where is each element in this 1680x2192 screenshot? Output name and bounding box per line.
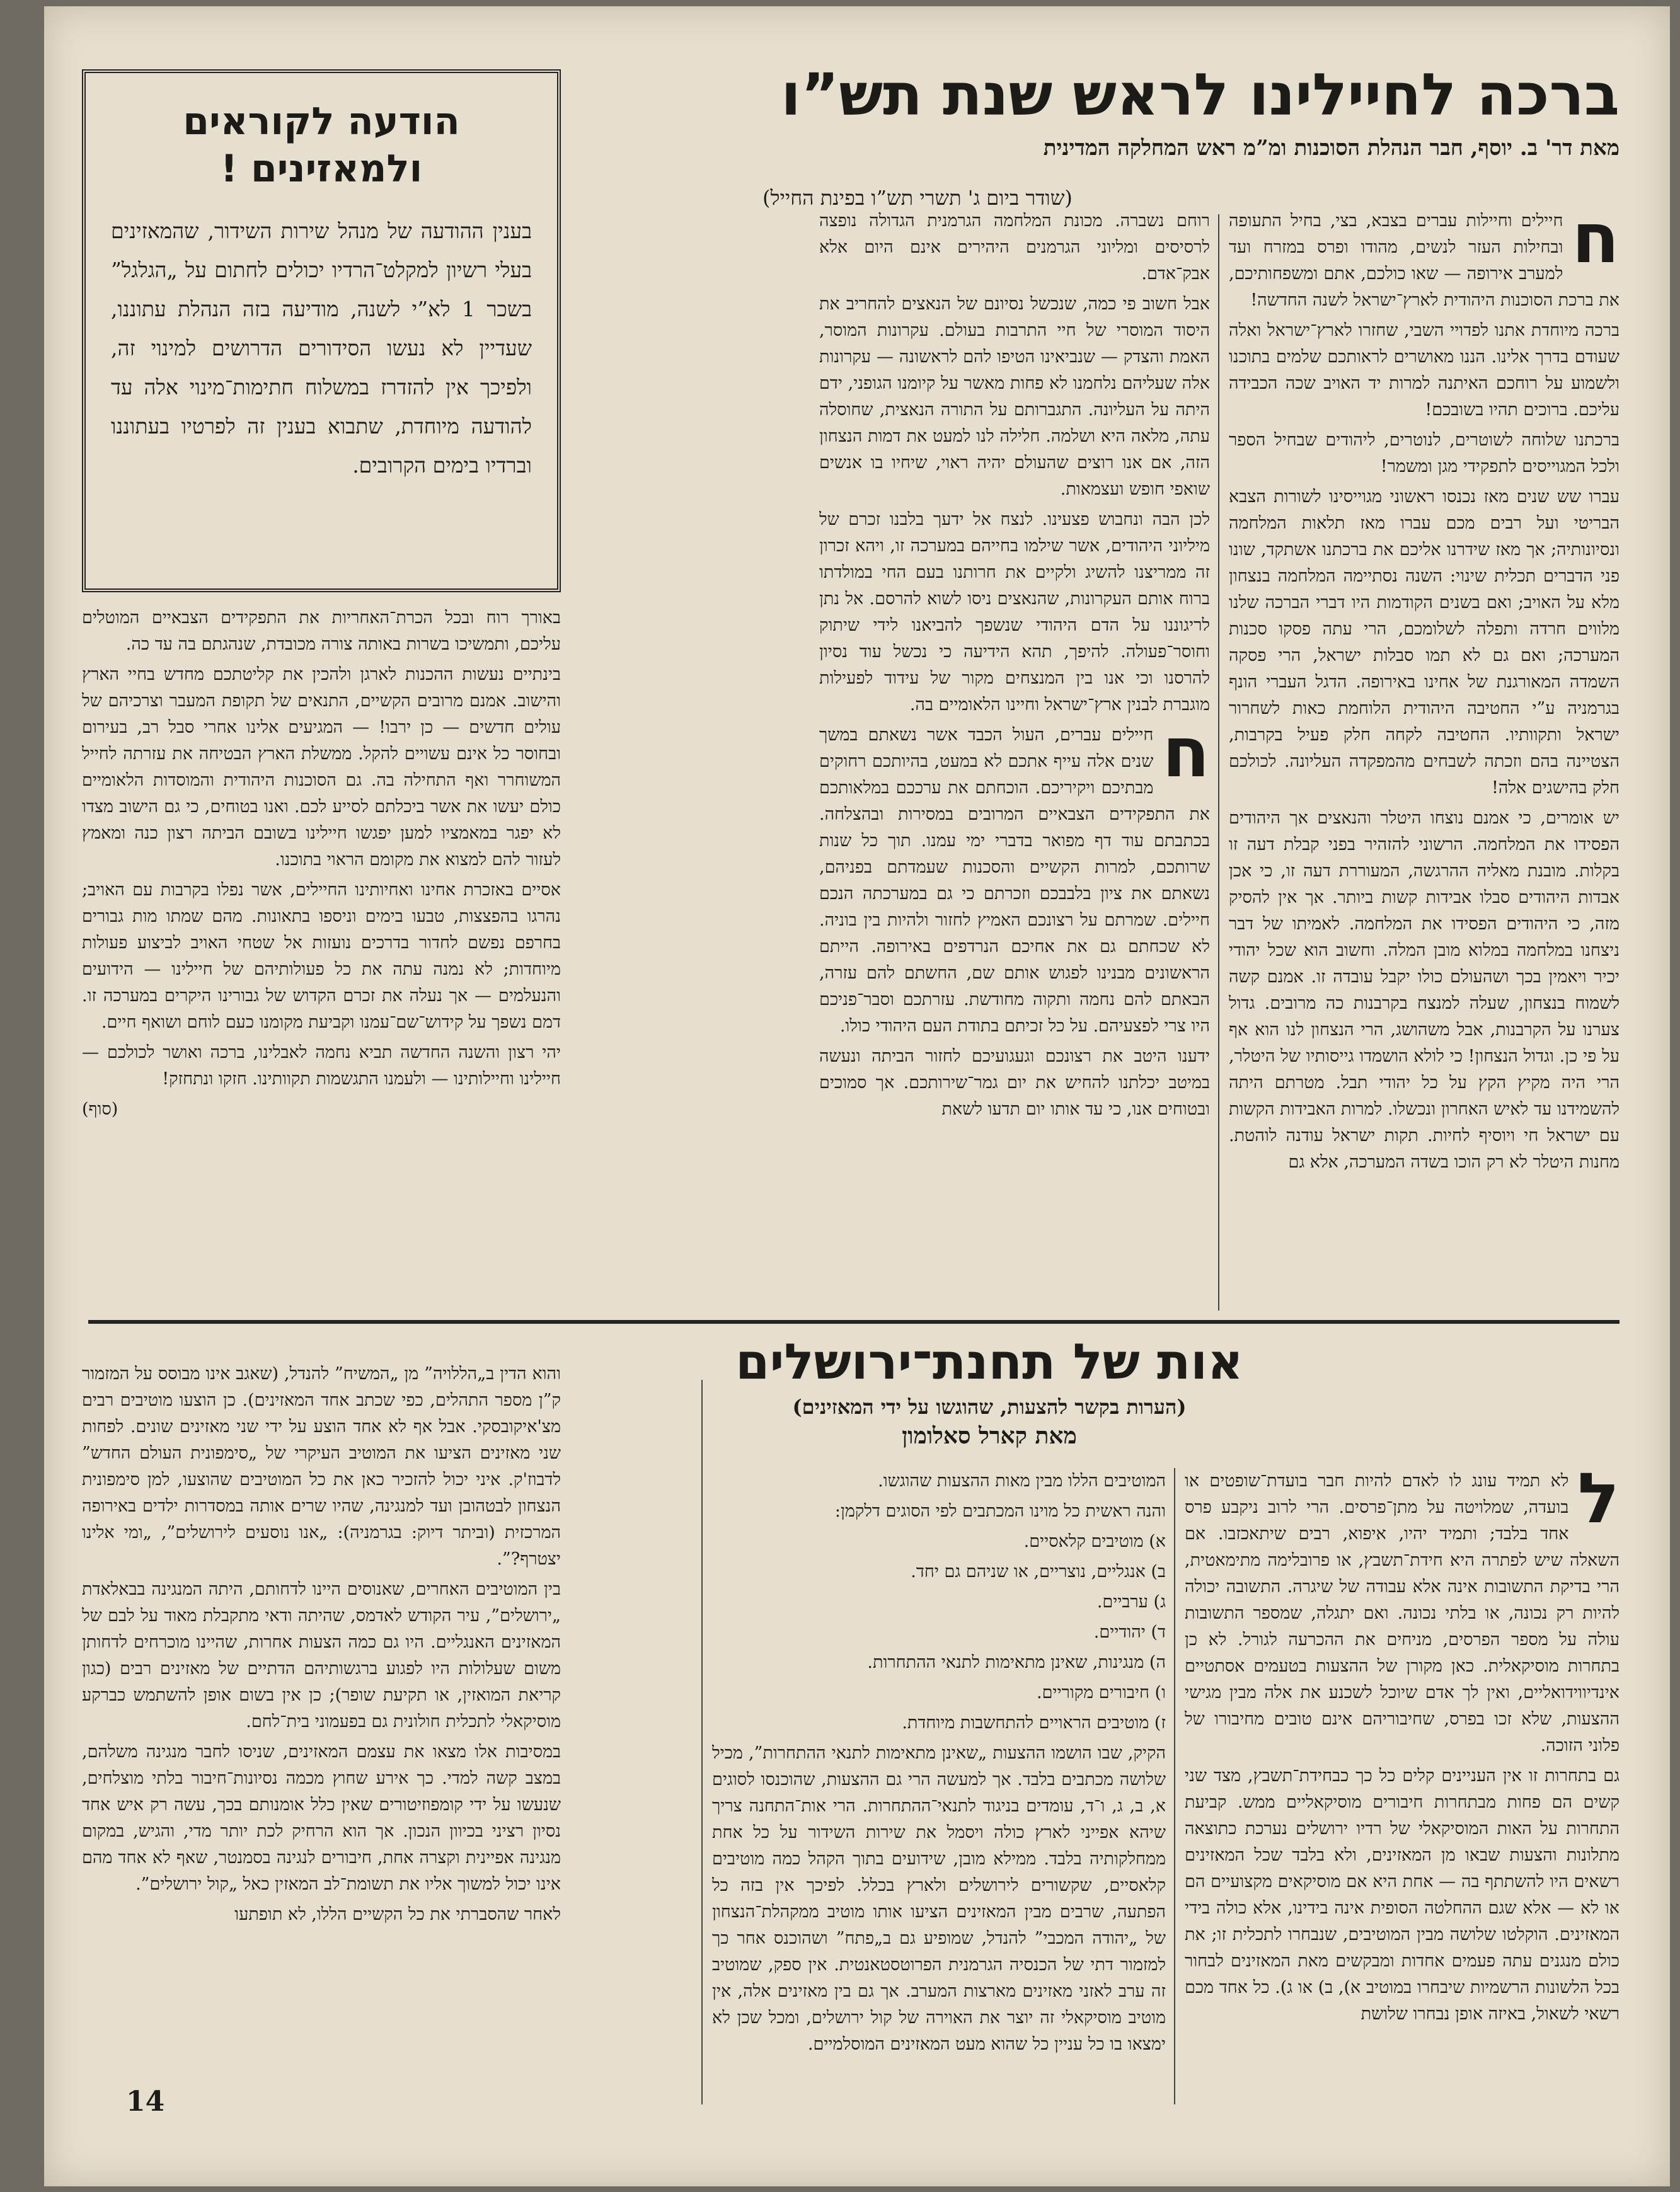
article1-title: ברכה לחיילינו לראש שנת תש”ו — [781, 61, 1620, 129]
list-item: ב) אנגליים, נוצריים, או שניהם גם יחד. — [911, 1562, 1166, 1581]
paragraph: ברכה מיוחדת אתנו לפדויי השבי, שחזרו לארץ־ישראל ואלה שעודם בדרך אלינו. הננו מאושרים לראותכם שלמים בתוכנו ולשמוע על רוחכם האיתנה למרות יד האויב שכה הכבידה עליכם. ברוכים תהיו בשובכם! — [1229, 321, 1620, 420]
column-divider — [1218, 214, 1219, 1311]
paragraph — [819, 712, 1210, 1040]
paragraph: לא תמיד עונג לו לאדם להיות חבר בועדת־שופטים או בועדה, שמלויטה על מתן־פרסים. הרי לרוב ניקבע פרס אחד בלבד; ותמיד יהיו, איפוא, רבים שיתאכזבו. אם השאלה שיש לפתרה היא חידת־תשבץ, או פרובלימה מתימאטית, הרי בדיקת התשובות אינה אלא עבודה של שיגרה. התשובה יכולה להיות רק נכונה, או בלתי נכונה. ואם יתגלה, שמספר התשובות עולה על מספר הפרסים, מניחים את ההכרעה לגורל. לא כן בתחרות מוסיקאלית. כאן מקורן של ההצעות בטעמים אסתטיים אינדיווידואליים, ואין לך אדם שיוכל לשכנע את אלה מבין מגישי ההצעות, שלא זכו בפרס, שחיבוריהם אינם טובים מחיבורו של פלוני הזוכה. — [1185, 1471, 1620, 1755]
paragraph: אסיים באזכרת אחינו ואחיותינו החיילים, אשר נפלו בקרבות עם האויב; נהרגו בהפצצות, טבעו בימים וניספו בתאונות. מהם שמתו מות גבורים בחרפם נפשם לחדור בדרכים נועזות אל שטחי האויב לביצוע פעולות מיוחדות; לא נמנה עתה את כל פעולותיהם של חיילינו — הידועים והנעלמים — אך נעלה את זכרם הקדוש של גבורינו היקרים במערכה זו. דמם נשפך על קידוש־שם־עמנו וקביעת מקומנו כעם לוחם ושואף חיים. — [82, 880, 561, 1032]
article2-column-2 — [712, 1468, 1166, 2111]
paragraph: בין המוטיבים האחרים, שאנוסים היינו לדחותם, היתה המנגינה בבאלאדת „ירושלים”, עיר הקודש לאדמס, שהיתה ודאי מתקבלת מאוד על לבם של המאזינים האנגליים. היו גם כמה הצעות אחרות, שהיינו מוכרחים לדחותן משום שעלולות היו לפגוע ברגשותיהם הדתיים של מאזינים רבים (כגון קריאת המואזין, או תקיעת שופר); כן אין בשום אופן להשתמש כברקע מוסיקאלי לתכלית חולונית גם בפעמוני בית־לחם. — [82, 1580, 561, 1731]
paragraph: והוא הדין ב„הללויה” מן „המשיח” להנדל, (שאגב אינו מבוסס על המזמור ק”ן מספר התהלים, כפי שכתב אחד המאזינים). כן הוצעו מוטיבים רבים מצ'איקובסקי. אבל אף לא אחד הוצע על ידי שני מאזינים שונים. לפחות שני מאזינים הציעו את המוטיב העיקרי של „סימפונית העולם החדש” לדבוז'ק. איני יכול להזכיר כאן את כל המוטיבים שהוצעו, למן סימפונית הנצחון לבטהובן ועד למנגינה, שהיו שרים אותה במסדרות ילדים באירופה המרכזית (וביתר דיוק: בגרמניה): „אנו נוסעים לירושלים”, „ומי אלינו יצטרף?”. — [82, 1364, 561, 1569]
paragraph: ברכתנו שלוחה לשוטרים, לנוטרים, ליהודים שבחיל הספר ולכל המגוייסים לתפקידי מגן ומשמר! — [1229, 430, 1620, 476]
article2-byline: מאת קארל סאלומון — [902, 1422, 1077, 1449]
paragraph: והנה ראשית כל מוינו המכתבים לפי הסוגים דלקמן: — [834, 1501, 1166, 1521]
article1-column-1 — [1229, 208, 1620, 1317]
drop-cap: ח — [1162, 712, 1210, 793]
paragraph: באורך רוח ובכל הכרת־האחריות את התפקידים הצבאיים המוטלים עליכם, ותמשיכו בשרות באותה צורה מכובדת, שנהגתם בה עד כה. — [82, 608, 561, 654]
paragraph: יהי רצון והשנה החדשה תביא נחמה לאבלינו, ברכה ואושר לכולכם — חיילינו וחיילותינו — ולעמנו התגשמות תקוותינו. חזקו ונתחזק! — [82, 1043, 561, 1089]
drop-cap: ח — [1572, 208, 1620, 278]
list-item: ז) מוטיבים הראויים להתחשבות מיוחדת. — [902, 1713, 1166, 1733]
paragraph: המוטיבים הללו מבין מאות ההצעות שהוגשו. — [878, 1471, 1166, 1491]
paragraph: במסיבות אלו מצאו את עצמם המאזינים, שניסו לחבר מנגינה משלהם, במצב קשה למדי. כך אירע שחוץ מכמה נסיונות־חיבור בלתי מוצלחים, שנעשו על ידי קומפוזיטורים שאין כלל אומנותם בכך, עשה רק איש אחד נסיון רציני בכיוון הנכון. אך הוא הרחיק לכת יותר מדי, והגיש, במקום מנגינה אפיינית וקצרה אחת, חיבורים לנגינה בסמנטר, שאף לא אחד מהם אינו יכול למשוך אליו את תשומת־לב המאזין כאל „קול ירושלים”. — [82, 1742, 561, 1894]
article2-column-1 — [1185, 1468, 1620, 2111]
list-item: ה) מנגינות, שאינן מתאימות לתנאי ההתחרות. — [867, 1653, 1166, 1672]
section-divider — [88, 1320, 1620, 1324]
reader-notice-box — [82, 69, 561, 592]
article1-header — [599, 63, 1620, 210]
paragraph: רוחם נשברה. מכונת המלחמה הגרמנית הגדולה נופצה לרסיסים ומליוני הגרמנים היהירים אינם היום אלא אבק־אדם. — [819, 211, 1210, 284]
article1-end-mark: (סוף) — [82, 1099, 118, 1119]
paragraph: לכן הבה ונחבוש פצעינו. לנצח אל ידעך בלבנו זכרם של מיליוני היהודים, אשר שילמו בחייהם במערכה זו, ויהא זכרון זה ממריצנו להשיג ולקיים את חרותנו בעם החי במולדתו ברוח אותם העקרונות, שהנאצים ניסו לשוא להרסם. אל נתן לריגוננו על הדם היהודי שנשפך להביאנו לידי שיתוק וחוסר־פעולה. להיפך, תהא הידיעה כי נכשל עוד נסיון להרסנו וכי אנו בין המנצחים מקור של עידוד לפעילות מוגברת לבנין ארץ־ישראל וחיינו הלאומיים בה. — [819, 510, 1210, 714]
page-number: 14 — [126, 2086, 165, 2118]
column-divider — [1174, 1468, 1175, 2104]
paragraph: אבל חשוב פי כמה, שנכשל נסיונם של הנאצים להחריב את היסוד המוסרי של חיי התרבות בעולם. עקרונות המוסר, האמת והצדק — שנביאינו הטיפו להם לראשונה — עקרונות אלה שעליהם נלחמנו לא פחות מאשר על קיומנו הגופני, ידם היתה על העליונה. התגברותם על התורה הנאצית, שחוסלה עתה, מלאה היא ושלמה. חלילה לנו למעט את דמות הנצחון הזה, אם אנו רוצים שהעולם יהיה ראוי, שיחיו בו אנשים שואפי חופש ועצמאות. — [819, 294, 1210, 499]
article1-column-2 — [819, 208, 1210, 1317]
article2-subtitle: (הערות בקשר להצעות, שהוגשו על ידי המאזינים) — [792, 1394, 1187, 1419]
paragraph: לאחר שהסברתי את כל הקשיים הללו, לא תופתעו — [234, 1905, 561, 1924]
article2-header — [636, 1336, 1342, 1449]
list-item: ד) יהודיים. — [1093, 1622, 1166, 1642]
paragraph: עברו שש שנים מאז נכנסו ראשוני מגוייסינו לשורות הצבא הבריטי ועל רבים מכם עברו מאז תלאות המלחמה ונסיונותיה; אך מאז שידרנו אליכם את ברכתנו אשתקד, שונו פני הדברים תכלית שינוי: השנה נסתיימה המלחמה בנצחון מלא על האויב; ואם בשנים הקודמות היו דברי הברכה שלנו מלווים חרדה ותפלה לשלומכם, הרי עתה פסקו סכנות המערכה; ואם גם לא תמו סבלות ישראל, הרי פסקה השמדה המאורגנת של אחינו באירופה. הדגל העברי הונף בגרמניה ע”י החטיבה היהודית הלוחמת כאות לשחרור ישראל ותקוותיו. החטיבה לקחה חלק פעיל בקרבות, הצטיינה בהם וזכתה לשבחים מהמפקדה העליונה. לכולכם חלק בהישגים אלה! — [1229, 487, 1620, 798]
article1-byline: מאת דר' ב. יוסף, חבר הנהלת הסוכנות ומ”מ ראש המחלקה המדינית — [1043, 135, 1620, 161]
column-divider — [701, 1380, 703, 2104]
drop-cap: ל — [1577, 1468, 1620, 1539]
article2-title: אות של תחנת־ירושלים — [735, 1334, 1243, 1391]
article1-broadcast-note: (שודר ביום ג' תשרי תש”ו בפינת החייל) — [762, 186, 1073, 210]
paragraph: בינתיים נעשות ההכנות לארגן ולהכין את קליטתכם מחדש בחיי הארץ והישוב. אמנם מרובים הקשיים, התנאים של תקופת המעבר וצרכיהם של עולים חדשים — כן ירבו! — המגיעים אלינו אחרי סבל רב, בעירום ובחוסר כל אינם עשויים להקל. ממשלת הארץ הבטיחה את עזרתה לחייל המשוחרר ואף התחילה בה. גם הסוכנות היהודית והמוסדות הלאומיים כולם יעשו את אשר ביכלתם לסייע לכם. ואנו בטוחים, כי גם הישוב מצדו לא יפגר במאמציו למען יפגשו חיילינו בשובם הביתה רצון כנה ומאמץ לעזור להם למצוא את מקומם הראוי בתוכנו. — [82, 665, 561, 869]
newspaper-page — [44, 6, 1670, 2186]
notice-title: הודעה לקוראים ולמאזינים ! — [183, 100, 460, 191]
notice-body: בענין ההודעה של מנהל שירות השידור, שהמאזינים בעלי רשיון למקלט־הרדיו יכולים לחתום על „הגלגל” בשכר 1 לא”י לשנה, מודיעה בזה הנהלת עתוננו, שעדיין לא נעשו הסידורים הדרושים למינוי זה, ולפיכך אין להזדרז במשלוח חתימות־מינוי אלה עד להודעה מיוחדת, שתבוא בענין זה לפרטיו בעתוננו וברדיו בימים הקרובים. — [111, 219, 532, 478]
article2-column-3 — [82, 1361, 561, 2111]
paragraph-text: חיילים עברים, העול הכבד אשר נשאתם במשך שנים אלה עייף אתכם לא במעט, בהיותכם רחוקים מבתיכם ויקיריכם. הוכחתם את ערככם במלאותכם את התפקידים הצבאיים המרובים במסירות ובהצלחה. בכתבתם עוד דף מפואר בדברי ימי עמנו. תוך כל שנות שרותכם, למרות הקשיים והסכנות שעמדתם בפניהם, נשאתם את ציון בלבבכם וזכרתם כי גם במערכתה הנכם חיילים. שמרתם על רצונכם האמיץ לחזור ולהיות בין בוניה. לא שכחתם גם את אחיכם הנרדפים באירופה. הייתם הראשונים מבנינו לפגוש אותם שם, החשתם להם עזרה, הבאתם להם נחמה ותקוה מחודשת. עזרתכם וסבר־פניכם היו צרי לפצעיהם. על כל זכיתם בתודת העם היהודי כולו. — [819, 725, 1210, 1036]
list-item: א) מוטיבים קלאסיים. — [1023, 1532, 1166, 1551]
paragraph: חיילים וחיילות עברים בצבא, בצי, בחיל התעופה ובחילות העזר לנשים, מהודו ופרס במזרח ועד למערב אירופה — שאו כולכם, אתם ומשפחותיכם, את ברכת הסוכנות היהודית לארץ־ישראל לשנה החדשה! — [1229, 211, 1620, 310]
paragraph: גם בתחרות זו אין העניינים קלים כל כך כבחידת־תשבץ, מצד שני קשים הם פחות מבתחרות חיבורים מוסיקאליים ממש. קביעת התחרות על האות המוסיקאלי של רדיו ירושלים נערכת כתוצאה מתלונות והצעות שבאו מן המאזינים, ולא בלבד שכל המאזינים רשאים היו להשתתף בה — אחת היא אם מוסיקאים מקצועיים הם או לא — אלא שגם ההחלטה הסופית אינה בידינו, אלא כולה בידי המאזינים. הוקלטו שלושה מבין המוטיבים, שנבחרו לתכלית זו; את כולם מנגנים עתה פעמים אחדות ומבקשים מאת המאזינים לבחור בכל הלשונות הרשמיות שיבחרו במוטיב א), ב) או ג). כל אחד מכם רשאי לשאול, באיזה אופן נבחרו שלושת — [1185, 1766, 1620, 2024]
list-item: ו) חיבורים מקוריים. — [1037, 1683, 1166, 1702]
paragraph: הקיק, שבו הושמו ההצעות „שאינן מתאימות לתנאי ההתחרות”, מכיל שלושה מכתבים בלבד. אך למעשה הרי גם ההצעות, שהוכנסו לסוגים א, ב, ג, ו־ד, עומדים בניגוד לתנאי־ההתחרות. הרי אות־התחנה צריך שיהא אפייני לארץ כולה ויסמל את שירות השידור על כל אחת ממחלקותיה בלבד. ממילא מובן, שידועים בתוך הקהל כמה מוטיבים קלאסיים, שקשורים לירושלים ולארץ בכלל. לפיכך אין בזה כל הפתעה, שרבים מבין המאזינים הציעו אותו מוטיב ממקהלת־הנצחון של „יהודה המכבי” להנדל, שמופיע גם ב„פתח” ושהוכנס אחר כך למזמור דתי של הכנסיה הגרמנית הפרוטסטאנטית. אין ספק, שמוטיב זה ערב לאזני מאזינים מארצות המערב. אך גם בין מאזינים אלה, אין מוטיב מוסיקאלי זה יוצר את האוירה של קול ירושלים, ומכל שכן לא ימצאו בו כל עניין כל שהוא מעט המאזינים המוסלמיים. — [712, 1743, 1166, 2054]
paragraph: ידענו היטב את רצונכם וגעגועיכם לחזור הביתה ונעשה במיטב יכלתנו להחיש את יום גמר־שירותכם. אך סמוכים ובטוחים אנו, כי עד אותו יום תדעו לשאת — [819, 1047, 1210, 1119]
list-item: ג) ערביים. — [1096, 1592, 1166, 1612]
paragraph: יש אומרים, כי אמנם נוצחו היטלר והנאצים אך היהודים הפסידו את המלחמה. הרשוני להזהיר בפני קבלת דעה זו בקלות. מובנת מאליה ההרגשה, המעוררת דעה זו, כי אכן אבדות היהודים סבלו אבידות קשות ביותר. אך אין להסיק מזה, כי היהודים הפסידו את המלחמה. לאמיתו של דבר ניצחנו במלחמה במלוא מובן המלה. וחשוב הוא שכל יהודי יכיר ויאמין בכך ושהעולם כולו יקבל עובדה זו. אמנם קשה לשמוח בנצחון, שעלה למנצח בקרבנות כה מרובים. גדול צערנו על הקרבנות, אבל משהושג, הרי הנצחון לנו הוא אף על פי כן. וגדול הנצחון! כי לולא הושמדו גייסותיו של היטלר, הרי היה מקיץ הקץ על כל יהודי תבל. מטרתם היתה להשמידנו עד לאיש האחרון ונכשלו. למרות האבידות הקשות עם ישראל חי ויוסיף לחיות. תקות ישראל עודנה לוהטת. מחנות היטלר לא רק הוכו בשדה המערכה, אלא גם — [1229, 808, 1620, 1172]
article1-column-3 — [82, 605, 561, 1317]
